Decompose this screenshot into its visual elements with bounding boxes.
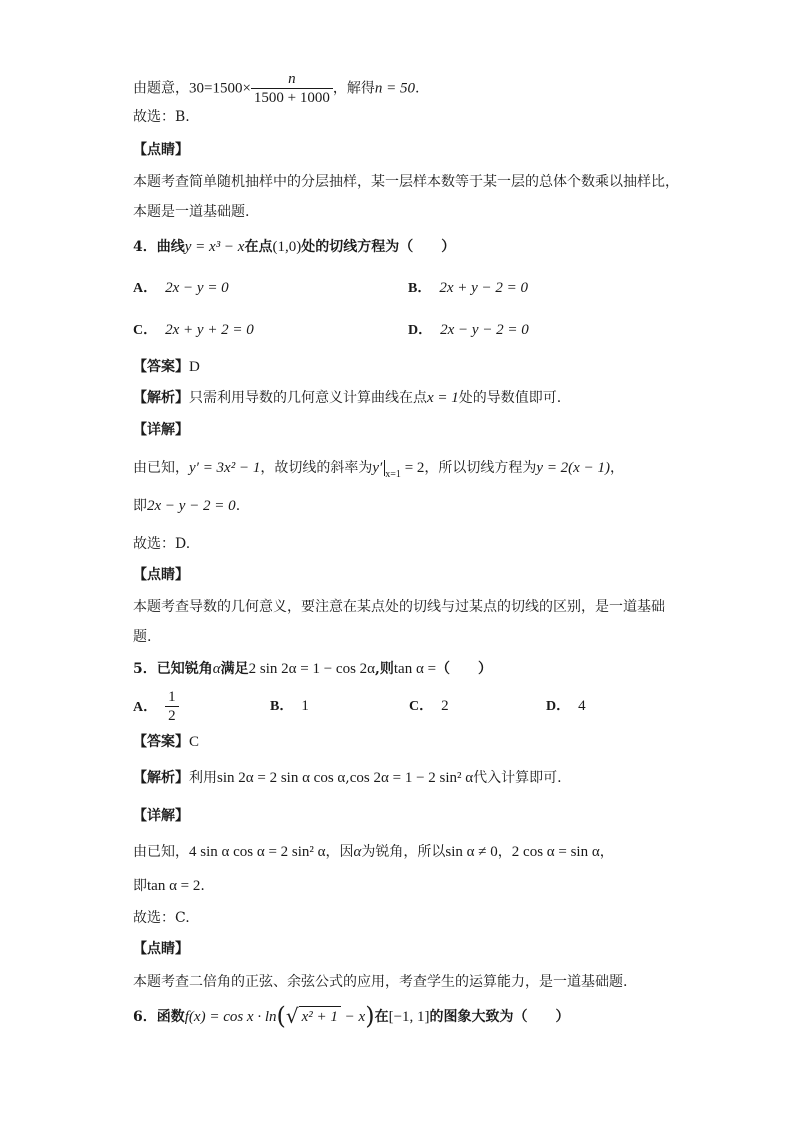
q6-stem-f: f(x) = cos x · ln bbox=[184, 1009, 277, 1025]
q5-detail-header: 【详解】 bbox=[133, 808, 189, 824]
q3-comment-line2: 本题是一道基础题. bbox=[133, 204, 250, 220]
q3-frac-num: n bbox=[251, 70, 333, 89]
q5-analysis-b: 代入计算即可. bbox=[473, 770, 562, 786]
q4-detail2-eq: 2x − y − 2 = 0 bbox=[147, 498, 236, 514]
q4-analysis-eq: x = 1 bbox=[427, 390, 459, 406]
q5-detail-eq2: sin α ≠ 0 bbox=[445, 844, 498, 860]
q6-stem-rad: x² + 1 bbox=[299, 1006, 341, 1027]
q6-close-paren: ) bbox=[365, 1002, 375, 1030]
q3-eq-suffix: ，解得 bbox=[332, 80, 375, 97]
q4-number: 4． bbox=[133, 239, 157, 255]
q5-option-c bbox=[409, 696, 449, 717]
q5-stem-tan: tan α = bbox=[393, 661, 437, 677]
q4-option-a-label: A． bbox=[133, 281, 158, 296]
q5-detail2-a: 即 bbox=[133, 878, 147, 894]
q4-analysis bbox=[133, 388, 561, 408]
q6-stem-b: 在 bbox=[374, 1009, 389, 1025]
q4-detail-d: ， bbox=[609, 460, 624, 476]
q5-comment-line1: 本题考查二倍角的正弦、余弦公式的应用，考查学生的运算能力，是一道基础题. bbox=[133, 974, 628, 990]
q5-stem-a: 已知锐角 bbox=[156, 661, 213, 677]
q3-fraction bbox=[251, 70, 333, 107]
q5-stem bbox=[133, 659, 492, 679]
q3-choice: 故选：B. bbox=[133, 109, 190, 125]
q4-stem-c: 处的切线方程为（ ） bbox=[301, 239, 456, 255]
q4-stem-a: 曲线 bbox=[156, 239, 185, 255]
q4-comment-line1: 本题考查导数的几何意义，要注意在某点处的切线与过某点的切线的区别，是一道基础 bbox=[133, 599, 665, 615]
q5-detail-eq3: 2 cos α = sin α bbox=[511, 844, 600, 860]
q4-option-b-text: 2x + y − 2 = 0 bbox=[439, 280, 529, 296]
q4-detail-slope-y: y′ bbox=[372, 460, 385, 476]
q4-detail-line1 bbox=[133, 458, 624, 485]
q5-analysis-eq2: cos 2α = 1 − 2 sin² α bbox=[349, 770, 474, 786]
q5-stem-alpha: α bbox=[212, 661, 221, 677]
q6-open-paren: ( bbox=[276, 1002, 286, 1030]
q4-detail-deriv: y′ = 3x² − 1 bbox=[189, 460, 261, 476]
q4-comment-line2: 题. bbox=[133, 629, 152, 645]
q3-eq-end: . bbox=[415, 80, 420, 97]
q4-answer bbox=[133, 357, 200, 377]
q5-option-a bbox=[133, 688, 179, 725]
q4-detail2-a: 即 bbox=[133, 498, 147, 514]
q5-detail2-b: . bbox=[200, 878, 205, 894]
q5-option-a-label: A． bbox=[133, 699, 158, 715]
q5-analysis-eq1: sin 2α = 2 sin α cos α bbox=[217, 770, 346, 786]
q5-stem-d: （ ） bbox=[436, 661, 493, 677]
q4-option-a-text: 2x − y = 0 bbox=[165, 280, 229, 296]
q4-option-d-label: D． bbox=[408, 323, 433, 338]
q5-detail-a: 由已知， bbox=[133, 844, 189, 860]
q4-option-a bbox=[133, 278, 229, 299]
q4-stem bbox=[133, 237, 455, 257]
q5-detail2-eq: tan α = 2 bbox=[147, 878, 201, 894]
q3-frac-den: 1500 + 1000 bbox=[253, 90, 330, 106]
q4-comment-header: 【点睛】 bbox=[133, 567, 189, 583]
q5-option-d-text: 4 bbox=[578, 698, 586, 714]
q5-number: 5． bbox=[133, 661, 157, 677]
q4-detail-header: 【详解】 bbox=[133, 422, 189, 438]
q5-stem-c: ,则 bbox=[375, 661, 394, 677]
q4-option-c-label: C． bbox=[133, 323, 158, 338]
q4-option-c-text: 2x + y + 2 = 0 bbox=[165, 322, 254, 338]
q4-choice: 故选：D. bbox=[133, 536, 191, 552]
q5-detail-line2 bbox=[133, 876, 205, 896]
q5-analysis bbox=[133, 768, 562, 788]
q5-option-d bbox=[546, 696, 586, 717]
q4-option-d bbox=[408, 320, 529, 341]
q4-stem-b: 在点 bbox=[244, 239, 273, 255]
q4-analysis-a: 只需利用导数的几何意义计算曲线在点 bbox=[189, 390, 427, 406]
q5-option-a-frac bbox=[165, 688, 179, 725]
q5-choice: 故选：C. bbox=[133, 910, 190, 926]
q4-stem-point: (1,0) bbox=[272, 239, 302, 255]
q5-stem-b: 满足 bbox=[220, 661, 249, 677]
q5-option-c-text: 2 bbox=[441, 698, 449, 714]
q5-stem-eq: 2 sin 2α = 1 − cos 2α bbox=[248, 661, 376, 677]
q5-detail-e: ， bbox=[599, 844, 614, 860]
q5-detail-c: 为锐角，所以 bbox=[361, 844, 446, 860]
q6-sqrt-icon: √ bbox=[285, 1004, 299, 1028]
q5-answer-tag: 【答案】 bbox=[133, 734, 189, 750]
q6-stem-a: 函数 bbox=[156, 1009, 185, 1025]
q4-detail2-b: . bbox=[235, 498, 241, 514]
q5-detail-alpha: α bbox=[353, 844, 362, 860]
q5-detail-eq1: 4 sin α cos α = 2 sin² α bbox=[189, 844, 326, 860]
q6-stem bbox=[133, 1002, 570, 1030]
q5-answer-value: C bbox=[189, 734, 200, 750]
q4-detail-c: ，所以切线方程为 bbox=[424, 460, 537, 476]
q3-eq-lhs: 30=1500× bbox=[189, 80, 251, 97]
q5-option-d-label: D． bbox=[546, 699, 571, 714]
q4-stem-eq: y = x³ − x bbox=[184, 239, 245, 255]
q3-eq-prefix: 由题意， bbox=[133, 80, 189, 97]
q5-comment-header: 【点睛】 bbox=[133, 941, 189, 957]
q5-analysis-a: 利用 bbox=[189, 770, 217, 786]
q4-option-c bbox=[133, 320, 254, 341]
q3-comment-header: 【点睛】 bbox=[133, 142, 189, 158]
q6-stem-interval: [−1, 1] bbox=[388, 1009, 430, 1025]
q3-eq-result: n = 50 bbox=[374, 80, 416, 97]
q4-analysis-tag: 【解析】 bbox=[133, 390, 189, 406]
q4-answer-tag: 【答案】 bbox=[133, 359, 189, 375]
q5-detail-d: ， bbox=[497, 844, 512, 860]
q5-detail-line1 bbox=[133, 842, 614, 862]
q6-number: 6． bbox=[133, 1009, 157, 1025]
q5-analysis-tag: 【解析】 bbox=[133, 770, 189, 786]
q5-option-b bbox=[270, 696, 309, 717]
q4-detail-slope-sub: x=1 bbox=[385, 469, 401, 480]
q5-option-a-num: 1 bbox=[165, 688, 179, 707]
q5-analysis-sep: , bbox=[345, 770, 350, 786]
q4-detail-line2 bbox=[133, 496, 240, 516]
q4-option-b bbox=[408, 278, 528, 299]
q5-option-b-label: B． bbox=[270, 699, 294, 714]
q4-answer-value: D bbox=[189, 359, 200, 375]
q5-option-a-den: 2 bbox=[168, 708, 176, 724]
q3-comment-line1: 本题考查简单随机抽样中的分层抽样，某一层样本数等于某一层的总体个数乘以抽样比， bbox=[133, 174, 679, 190]
q4-detail-a: 由已知， bbox=[133, 460, 189, 476]
q4-detail-b: ，故切线的斜率为 bbox=[260, 460, 373, 476]
q4-detail-line: y = 2(x − 1) bbox=[536, 460, 610, 476]
q6-stem-c: 的图象大致为（ ） bbox=[429, 1009, 570, 1025]
q5-detail-b: ，因 bbox=[325, 844, 354, 860]
q4-analysis-b: 处的导数值即可. bbox=[458, 390, 562, 406]
q3-equation-line bbox=[133, 70, 419, 107]
q4-option-d-text: 2x − y − 2 = 0 bbox=[440, 322, 529, 338]
q5-answer bbox=[133, 732, 199, 752]
q5-option-b-text: 1 bbox=[301, 698, 309, 714]
q4-detail-slope-val: = 2 bbox=[400, 460, 425, 476]
q4-option-b-label: B． bbox=[408, 281, 432, 296]
q5-option-c-label: C． bbox=[409, 699, 434, 714]
q6-stem-minus: − x bbox=[340, 1009, 366, 1025]
